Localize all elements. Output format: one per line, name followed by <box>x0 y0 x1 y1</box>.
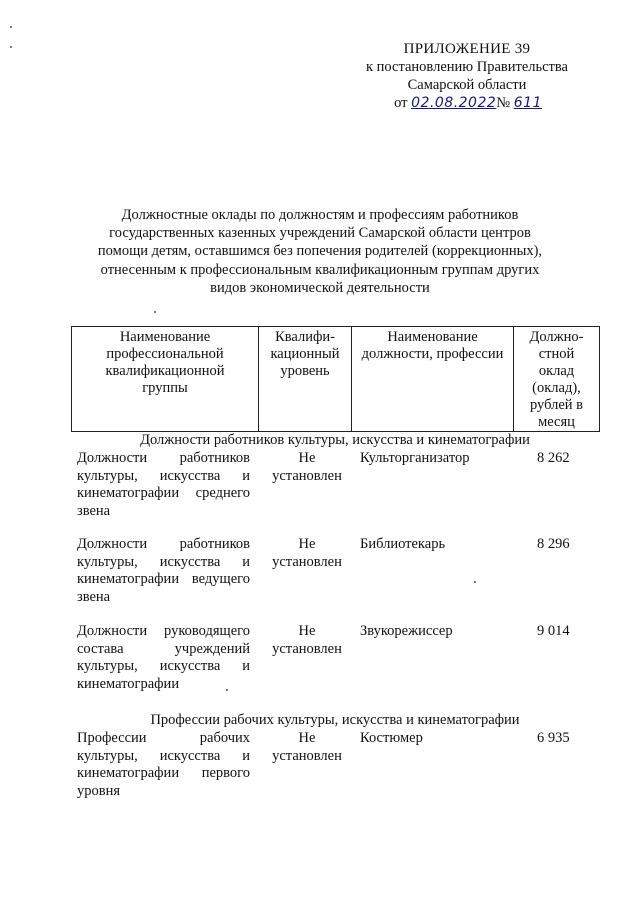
row-group: Должности руководящего состава учреждений культуры, искусства и кинематографии <box>77 623 250 692</box>
title-line: видов экономической деятельности <box>210 279 430 296</box>
scan-speck <box>474 581 476 583</box>
column-header-salary: Должно- стной оклад (оклад), рублей в месяц <box>514 327 600 432</box>
table-row <box>77 450 597 530</box>
row-level: Не установлен <box>272 623 342 657</box>
scan-speck <box>10 26 12 28</box>
table-header <box>71 326 600 432</box>
column-header-group: Наименование профессиональной квалификационной группы <box>72 327 259 432</box>
column-header-position: Наименование должности, профессии <box>352 327 514 432</box>
row-level: Не установлен <box>272 536 342 570</box>
row-group: Должности работников культуры, искусства и кинематографии ведущего звена <box>77 536 250 605</box>
row-salary: 8 296 <box>537 536 570 552</box>
row-group: Профессии рабочих культуры, искусства и кинематографии первого уровня <box>77 730 250 799</box>
row-salary: 8 262 <box>537 450 570 466</box>
row-position: Библиотекарь <box>360 536 446 552</box>
row-salary: 6 935 <box>537 730 570 746</box>
handwritten-number: 611 <box>513 95 542 111</box>
scan-speck <box>154 311 156 313</box>
date-prefix: от <box>394 95 408 111</box>
handwritten-date: 02.08.2022 <box>411 95 497 111</box>
table-row <box>77 536 597 616</box>
row-position: Звукорежиссер <box>360 623 453 639</box>
appendix-date-line <box>332 94 602 112</box>
table-row <box>77 623 597 703</box>
row-level: Не установлен <box>272 450 342 484</box>
row-group: Должности работников культуры, искусства и кинематографии среднего звена <box>77 450 250 519</box>
title-line: Должностные оклады по должностям и профессиям работников <box>121 207 519 223</box>
appendix-resolution-line: к постановлению Правительства <box>366 59 568 75</box>
appendix-number: ПРИЛОЖЕНИЕ 39 <box>403 41 531 57</box>
number-sign: № <box>496 95 511 111</box>
section-title-worker-professions: Профессии рабочих культуры, искусства и кинематографии <box>150 712 520 728</box>
table-row <box>77 730 597 810</box>
section-title-culture-positions: Должности работников культуры, искусства и кинематографии <box>140 432 530 448</box>
scan-speck <box>10 46 12 48</box>
appendix-region-line: Самарской области <box>407 77 527 93</box>
appendix-header <box>332 40 602 112</box>
title-line: государственных казенных учреждений Самарской области центров <box>109 225 531 242</box>
title-line: отнесенным к профессиональным квалификационным группам других <box>100 261 540 278</box>
document-title <box>70 206 570 297</box>
row-salary: 9 014 <box>537 623 570 639</box>
scan-speck <box>226 689 228 691</box>
row-position: Костюмер <box>360 730 423 746</box>
title-line: помощи детям, оставшимся без попечения родителей (коррекционных), <box>97 243 543 260</box>
row-position: Культорганизатор <box>360 450 470 466</box>
row-level: Не установлен <box>272 730 342 764</box>
column-header-level: Квалифи- кационный уровень <box>259 327 352 432</box>
